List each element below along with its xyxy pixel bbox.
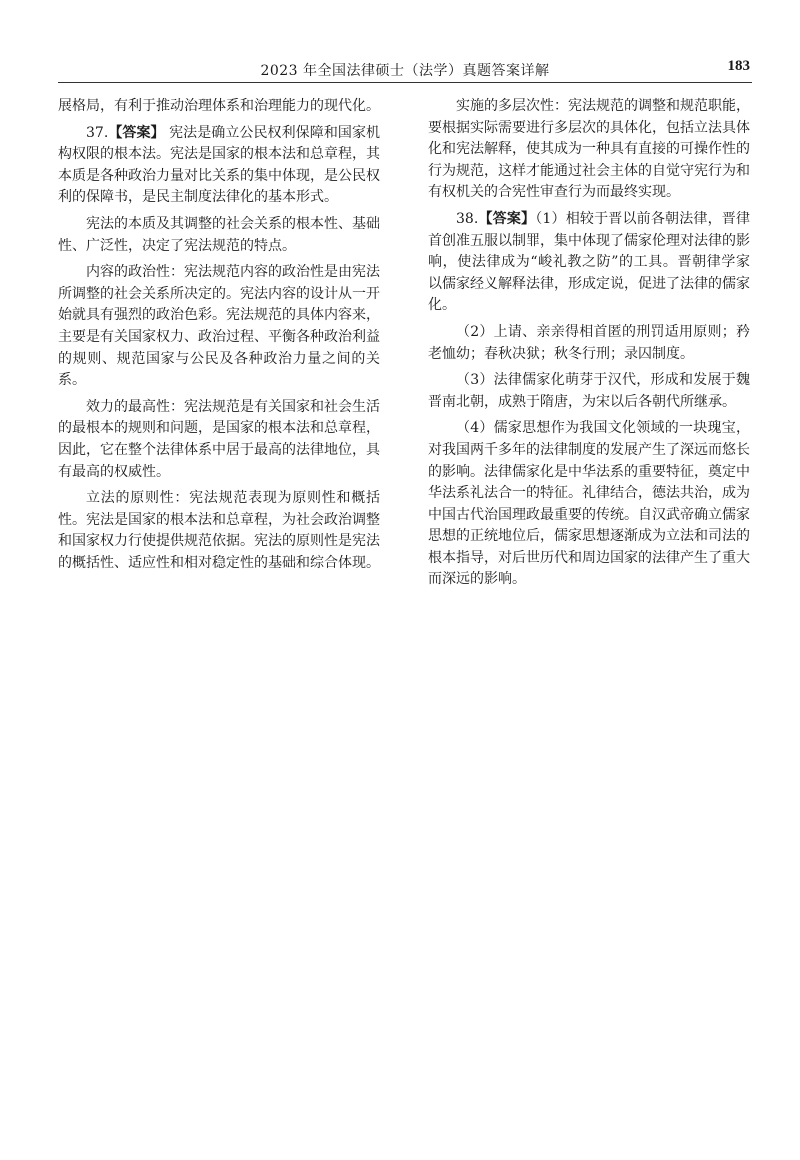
question-number: 37. [86, 124, 109, 141]
paragraph: 立法的原则性：宪法规范表现为原则性和概括性。宪法是国家的根本法和总章程，为社会政治调整和国家权力行使提供规范依据。宪法的原则性是宪法的概括性、适应性和相对稳定性的基础和综合体现。 [58, 490, 380, 571]
paragraph: 宪法的本质及其调整的社会关系的根本性、基础性、广泛性，决定了宪法规范的特点。 [58, 215, 380, 254]
answer-text: （1）相较于晋以前各朝法律，晋律首创准五服以制罪，集中体现了儒家伦理对法律的影响，使法律成为“峻礼教之防”的工具。晋朝律学家以儒家经义解释法律，形成定说，促进了法律的儒家化。 [428, 210, 750, 314]
page-number: 183 [727, 58, 750, 74]
answer-38 [428, 209, 750, 317]
paragraph: 实施的多层次性：宪法规范的调整和规范职能，要根据实际需要进行多层次的具体化，包括立法具体化和宪法解释，使其成为一种具有直接的可操作性的行为规范，这样才能通过社会主体的自觉守宪行为和有权机关的合宪性审查行为而最终实现。 [428, 98, 750, 201]
answer-tag: 【答案】 [108, 124, 165, 141]
right-column [428, 96, 750, 596]
paragraph: （2）上请、亲亲得相首匿的刑罚适用原则；矜老恤幼；春秋决狱；秋冬行刑；录囚制度。 [428, 323, 750, 362]
paragraph: （3）法律儒家化萌芽于汉代，形成和发展于魏晋南北朝，成熟于隋唐，为宋以后各朝代所继承。 [428, 372, 750, 410]
answer-text: 宪法是确立公民权利保障和国家机构权限的根本法。宪法是国家的根本法和总章程，其本质是各种政治力量对比关系的集中体现，是公民权利的保障书，是民主制度法律化的基本形式。 [58, 124, 381, 206]
paragraph: 内容的政治性：宪法规范内容的政治性是由宪法所调整的社会关系所决定的。宪法内容的设计从一开始就具有强烈的政治色彩。宪法规范的具体内容来，主要是有关国家权力、政治过程、平衡各种政治利益的规则、规范国家与公民及各种政治力量之间的关系。 [58, 264, 380, 389]
answer-37 [58, 123, 380, 209]
paragraph: （4）儒家思想作为我国文化领域的一块瑰宝，对我国两千多年的法律制度的发展产生了深远而悠长的影响。法律儒家化是中华法系的重要特征，奠定中华法系礼法合一的特征。礼律结合，德法共治，成为中国古代治国理政最重要的传统。自汉武帝确立儒家思想的正统地位后，儒家思想逐渐成为立法和司法的根本指导，对后世历代和周边国家的法律产生了重大而深远的影响。 [428, 420, 750, 588]
paragraph: 展格局，有利于推动治理体系和治理能力的现代化。 [58, 98, 380, 114]
paragraph: 效力的最高性：宪法规范是有关国家和社会生活的最根本的规则和问题，是国家的根本法和总章程，因此，它在整个法律体系中居于最高的法律地位，具有最高的权威性。 [58, 398, 380, 480]
header-title: 2023 年全国法律硕士（法学）真题答案详解 [260, 63, 550, 79]
page-header [58, 56, 752, 83]
answer-tag: 【答案】 [478, 210, 536, 227]
left-column [58, 96, 380, 579]
question-number: 38. [456, 210, 479, 227]
